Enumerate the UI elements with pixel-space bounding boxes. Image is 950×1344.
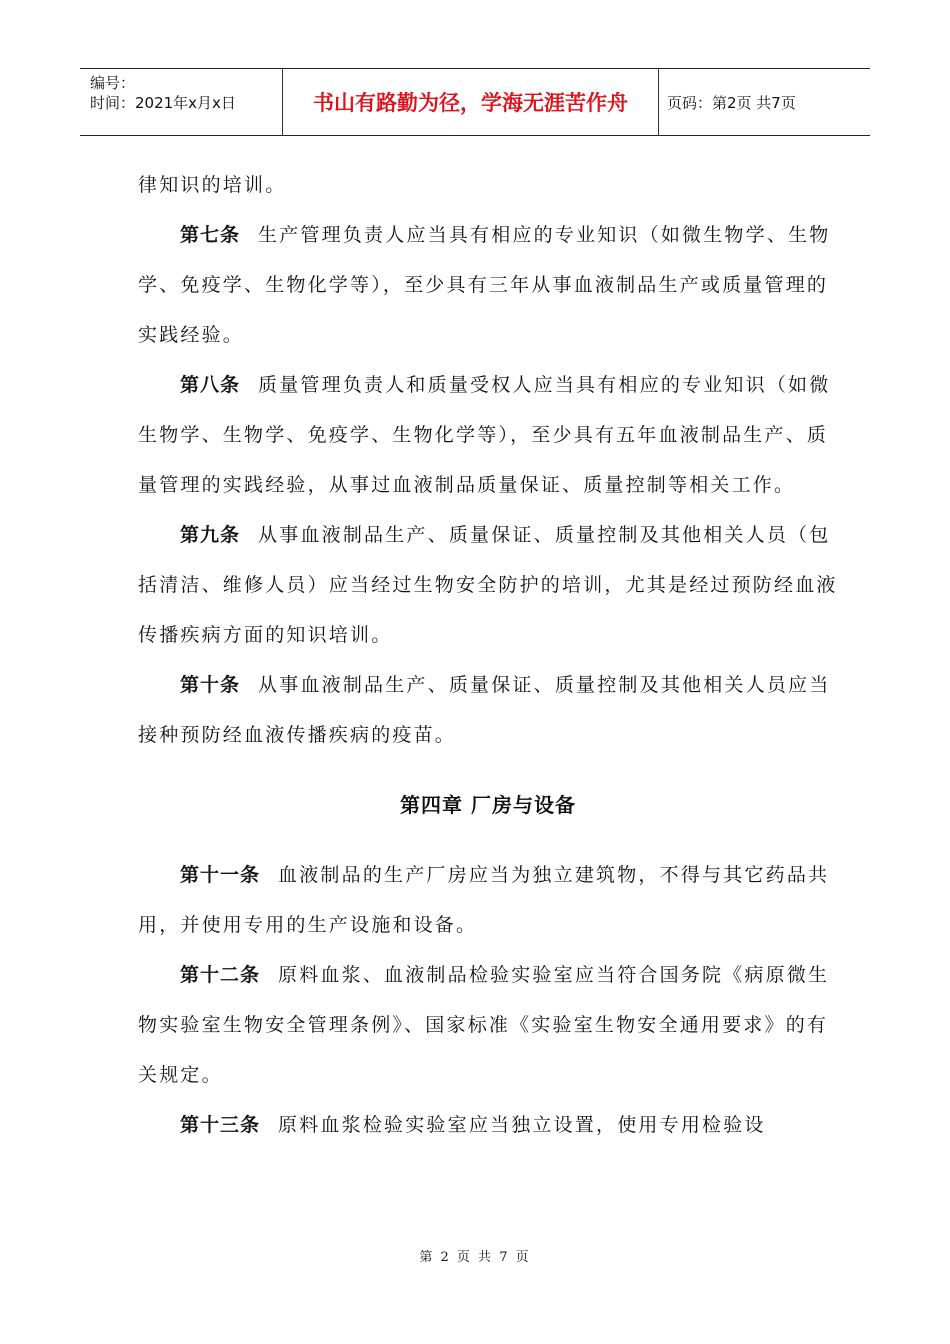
article-number: 第九条: [180, 524, 241, 546]
article-text: 原料血浆、血液制品检验实验室应当符合国务院《病原微生物实验室生物安全管理条例》、国家标准《实验室生物安全通用要求》的有关规定。: [138, 964, 830, 1086]
document-body: [138, 160, 838, 1150]
page-footer: 第 2 页 共 7 页: [419, 1250, 531, 1265]
number-label: 编号：: [90, 74, 136, 92]
header-page-label: 页码：第2页 共7页: [667, 93, 796, 112]
chapter-heading: 第四章 厂房与设备: [400, 793, 576, 817]
article-12: [138, 950, 838, 1100]
article-11: [138, 850, 838, 950]
paragraph-continuation: 律知识的培训。: [138, 174, 287, 196]
article-text: 原料血浆检验实验室应当独立设置，使用专用检验设: [278, 1114, 766, 1136]
article-text: 血液制品的生产厂房应当为独立建筑物，不得与其它药品共用，并使用专用的生产设施和设备。: [138, 864, 830, 936]
header-motto: 书山有路勤为径，学海无涯苦作舟: [283, 69, 659, 135]
article-8: [138, 360, 838, 510]
article-number: 第七条: [180, 224, 241, 246]
article-number: 第八条: [180, 374, 241, 396]
article-text: 生产管理负责人应当具有相应的专业知识（如微生物学、生物学、免疫学、生物化学等），至少具有三年从事血液制品生产或质量管理的实践经验。: [138, 224, 831, 346]
page-header: [80, 68, 870, 136]
article-7: [138, 210, 838, 360]
header-meta: [80, 69, 283, 135]
article-9: [138, 510, 838, 660]
article-13: [138, 1100, 838, 1150]
article-number: 第十三条: [180, 1114, 261, 1136]
article-text: 从事血液制品生产、质量保证、质量控制及其他相关人员（包括清洁、维修人员）应当经过生物安全防护的培训，尤其是经过预防经血液传播疾病方面的知识培训。: [138, 524, 838, 646]
article-number: 第十条: [180, 674, 241, 696]
article-number: 第十一条: [180, 864, 261, 886]
article-text: 质量管理负责人和质量受权人应当具有相应的专业知识（如微生物学、生物学、免疫学、生物化学等），至少具有五年血液制品生产、质量管理的实践经验，从事过血液制品质量保证、质量控制等相关工作。: [138, 374, 831, 496]
date-label: 时间：2021年x月x日: [90, 94, 236, 112]
article-text: 从事血液制品生产、质量保证、质量控制及其他相关人员应当接种预防经血液传播疾病的疫苗。: [138, 674, 831, 746]
article-10: [138, 660, 838, 760]
article-number: 第十二条: [180, 964, 261, 986]
